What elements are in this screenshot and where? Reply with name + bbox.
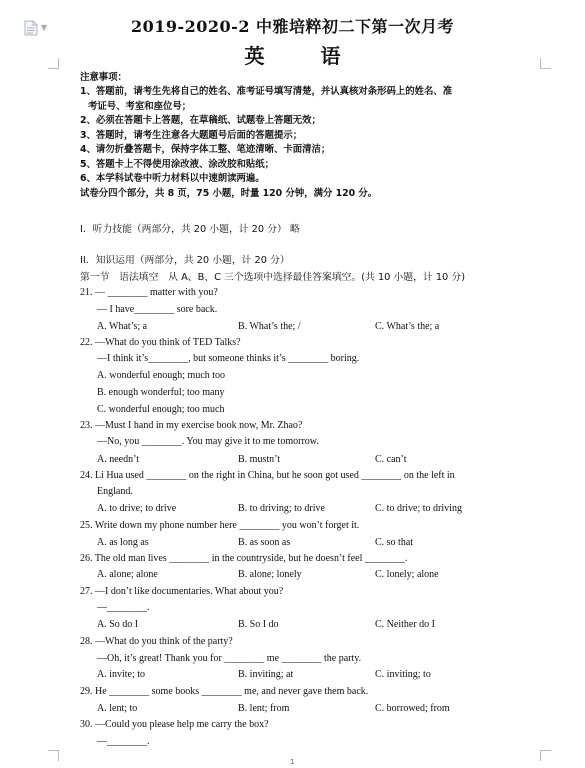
option-a: A. lent; to bbox=[97, 703, 138, 714]
question-stem: 23. —Must I hand in my exercise book now, Mr. Zhao? bbox=[80, 420, 303, 431]
option-a: A. wonderful enough; much too bbox=[97, 370, 226, 381]
question-subline: —No, you ________. You may give it to me tomorrow. bbox=[97, 436, 319, 447]
option-b: B. mustn’t bbox=[238, 454, 281, 465]
option-a: A. alone; alone bbox=[97, 569, 158, 580]
question-subline: —I think it’s________, but someone thinks it’s ________ boring. bbox=[97, 353, 360, 364]
question-stem: 24. Li Hua used ________ on the right in China, but he soon got used ________ on the left in bbox=[80, 470, 455, 481]
question-subline: England. bbox=[97, 486, 133, 497]
question-subline: — I have________ sore back. bbox=[97, 304, 218, 315]
option-b: B. inviting; at bbox=[238, 669, 294, 680]
question-stem: 26. The old man lives ________ in the countryside, but he doesn’t feel ________. bbox=[80, 553, 408, 564]
question-subline: —________. bbox=[97, 736, 150, 747]
option-b: B. lent; from bbox=[238, 703, 290, 714]
subject-title: 英 语 bbox=[244, 44, 359, 68]
option-c: C. to drive; to driving bbox=[375, 503, 462, 514]
notice-item: 试卷分四个部分，共 8 页，75 小题，时量 120 分钟，满分 120 分。 bbox=[80, 187, 378, 199]
option-b: B. alone; lonely bbox=[238, 569, 302, 580]
section-knowledge: II．知识运用（两部分，共 20 小题，计 20 分） bbox=[80, 255, 290, 266]
option-b: B. to driving; to drive bbox=[238, 503, 325, 514]
question-stem: 29. He ________ some books ________ me, and never gave them back. bbox=[80, 686, 369, 697]
option-a: A. What’s; a bbox=[97, 321, 148, 332]
option-a: A. as long as bbox=[97, 537, 149, 548]
question-stem: 30. —Could you please help me carry the box? bbox=[80, 719, 269, 730]
option-c: C. lonely; alone bbox=[375, 569, 439, 580]
option-a: A. invite; to bbox=[97, 669, 146, 680]
notice-list bbox=[80, 85, 550, 201]
exam-title: 2019-2020-2 中雅培粹初二下第一次月考 bbox=[130, 17, 455, 36]
option-c: C. can’t bbox=[375, 454, 407, 465]
option-c: C. What’s the; a bbox=[375, 321, 440, 332]
option-c: C. wonderful enough; too much bbox=[97, 404, 225, 415]
question-subline: —________. bbox=[97, 602, 150, 613]
notice-item: 考证号、考室和座位号； bbox=[88, 100, 192, 112]
notice-item: 5、答题卡上不得使用涂改液、涂改胶和贴纸； bbox=[80, 158, 275, 170]
option-c: C. Neither do I bbox=[375, 619, 435, 630]
question-stem: 27. —I don’t like documentaries. What about you? bbox=[80, 586, 284, 597]
option-c: C. so that bbox=[375, 537, 414, 548]
option-a: A. to drive; to drive bbox=[97, 503, 177, 514]
question-subline: —Oh, it’s great! Thank you for ________ me ________ the party. bbox=[97, 653, 362, 664]
option-b: B. So I do bbox=[238, 619, 279, 630]
option-c: C. borrowed; from bbox=[375, 703, 450, 714]
notice-item: 6、本学科试卷中听力材料以中速朗读两遍。 bbox=[80, 173, 265, 184]
notice-heading: 注意事项： bbox=[80, 72, 127, 83]
section-listening: I．听力技能（两部分，共 20 小题，计 20 分） 略 bbox=[80, 224, 300, 235]
option-a: A. needn’t bbox=[97, 454, 140, 465]
question-stem: 25. Write down my phone number here ________ you won’t forget it. bbox=[80, 520, 360, 531]
option-c: C. inviting; to bbox=[375, 669, 431, 680]
question-stem: 22. —What do you think of TED Talks? bbox=[80, 337, 241, 348]
chevron-down-icon[interactable]: ▼ bbox=[41, 23, 48, 32]
question-stem: 21. — ________ matter with you? bbox=[80, 287, 218, 298]
part-grammar-heading: 第一节 语法填空 从 A、B、C 三个选项中选择最佳答案填空。(共 10 小题，计 10 分) bbox=[80, 272, 466, 283]
notice-item: 3、答题时，请考生注意各大题题号后面的答题提示； bbox=[80, 129, 303, 141]
option-b: B. enough wonderful; too many bbox=[97, 387, 225, 398]
notice-item: 2、必须在答题卡上答题，在草稿纸、试题卷上答题无效； bbox=[80, 115, 321, 126]
notice-item: 4、请勿折叠答题卡，保持字体工整、笔迹清晰、卡面清洁； bbox=[80, 144, 331, 155]
option-b: B. What’s the; / bbox=[238, 321, 301, 332]
notice-item: 1、答题前，请考生先将自己的姓名、准考证号填写清楚，并认真核对条形码上的姓名、准 bbox=[80, 86, 453, 97]
question-stem: 28. —What do you think of the party? bbox=[80, 636, 233, 647]
page-number: 1 bbox=[290, 758, 295, 766]
option-b: B. as soon as bbox=[238, 537, 291, 548]
option-a: A. So do I bbox=[97, 619, 139, 630]
